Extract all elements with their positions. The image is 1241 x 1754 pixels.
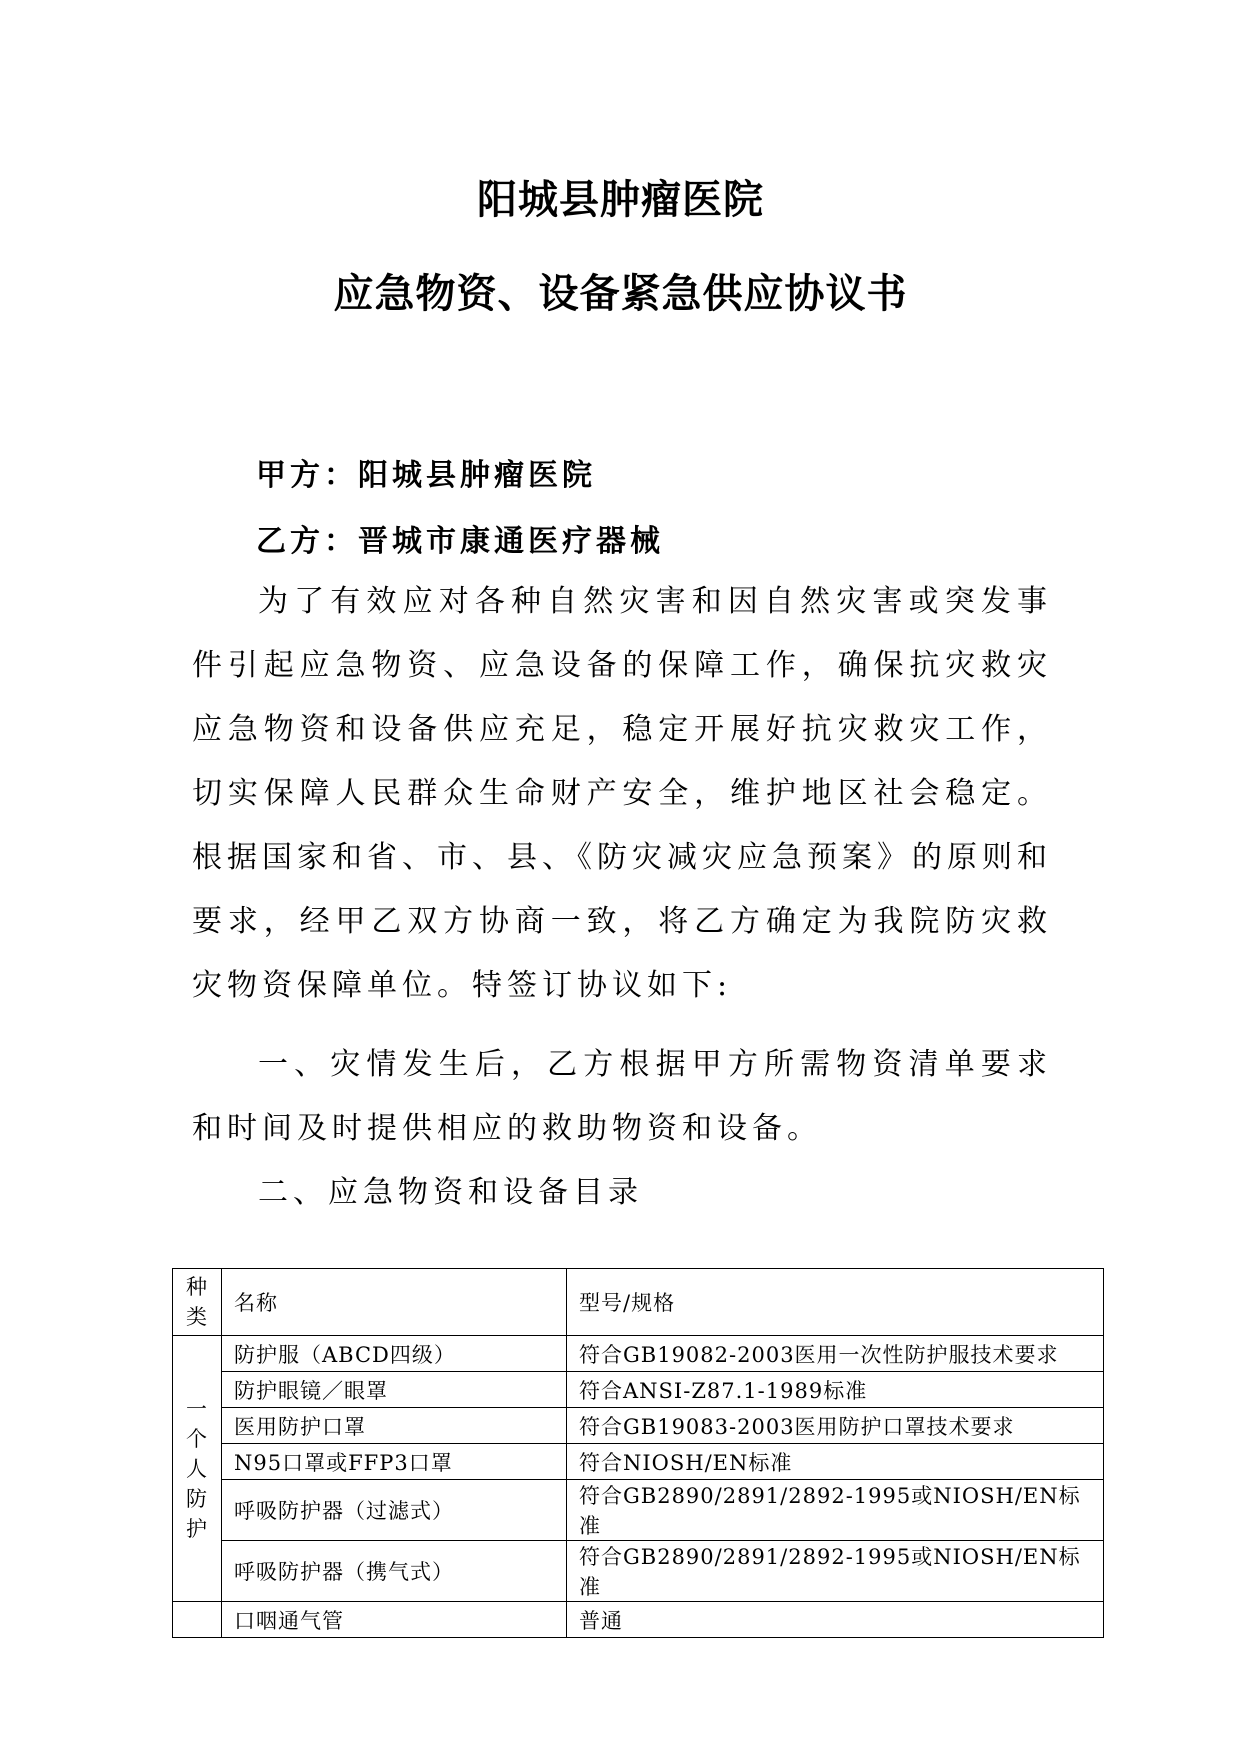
party-a: 甲方：阳城县肿瘤医院 [256,458,596,493]
item-spec: 符合GB2890/2891/2892-1995或NIOSH/EN标准 [567,1541,1104,1602]
item-name: 防护服（ABCD四级） [222,1336,567,1372]
document-title-hospital: 阳城县肿瘤医院 [477,176,764,223]
table-row [173,1336,1104,1372]
item-spec: 普通 [567,1602,1104,1638]
table-row [173,1444,1104,1480]
item-name: 防护眼镜／眼罩 [222,1372,567,1408]
clause-2-heading: 二、应急物资和设备目录 [258,1175,643,1210]
item-name: 医用防护口罩 [222,1408,567,1444]
item-name: 呼吸防护器（携气式） [222,1541,567,1602]
table-row [173,1372,1104,1408]
item-spec: 符合NIOSH/EN标准 [567,1444,1104,1480]
table-header-row [173,1269,1104,1336]
category-cell: 一个人防护 [173,1336,222,1602]
party-b: 乙方：晋城市康通医疗器械 [256,524,664,559]
intro-paragraph: 为了有效应对各种自然灾害和因自然灾害或突发事件引起应急物资、应急设备的保障工作，确保抗灾救灾应急物资和设备供应充足，稳定开展好抗灾救灾工作，切实保障人民群众生命财产安全，维护地区社会稳定。根据国家和省、市、县、《防灾减灾应急预案》的原则和要求，经甲乙双方协商一致，将乙方确定为我院防灾救灾物资保障单位。特签订协议如下: [192,584,1052,1003]
item-name: 口咽通气管 [222,1602,567,1638]
header-name: 名称 [222,1269,567,1336]
category-cell-empty [173,1602,222,1638]
item-spec: 符合ANSI-Z87.1-1989标准 [567,1372,1104,1408]
item-name: N95口罩或FFP3口罩 [222,1444,567,1480]
clause-1-paragraph: 一、灾情发生后，乙方根据甲方所需物资清单要求和时间及时提供相应的救助物资和设备。 [192,1047,1052,1146]
table-row [173,1602,1104,1638]
table-row [173,1480,1104,1541]
header-spec: 型号/规格 [567,1269,1104,1336]
item-name: 呼吸防护器（过滤式） [222,1480,567,1541]
item-spec: 符合GB19082-2003医用一次性防护服技术要求 [567,1336,1104,1372]
table-row [173,1408,1104,1444]
document-title-agreement: 应急物资、设备紧急供应协议书 [333,270,908,317]
header-category: 种类 [173,1269,222,1336]
table-row [173,1541,1104,1602]
supplies-table [172,1268,1104,1638]
item-spec: 符合GB19083-2003医用防护口罩技术要求 [567,1408,1104,1444]
item-spec: 符合GB2890/2891/2892-1995或NIOSH/EN标准 [567,1480,1104,1541]
